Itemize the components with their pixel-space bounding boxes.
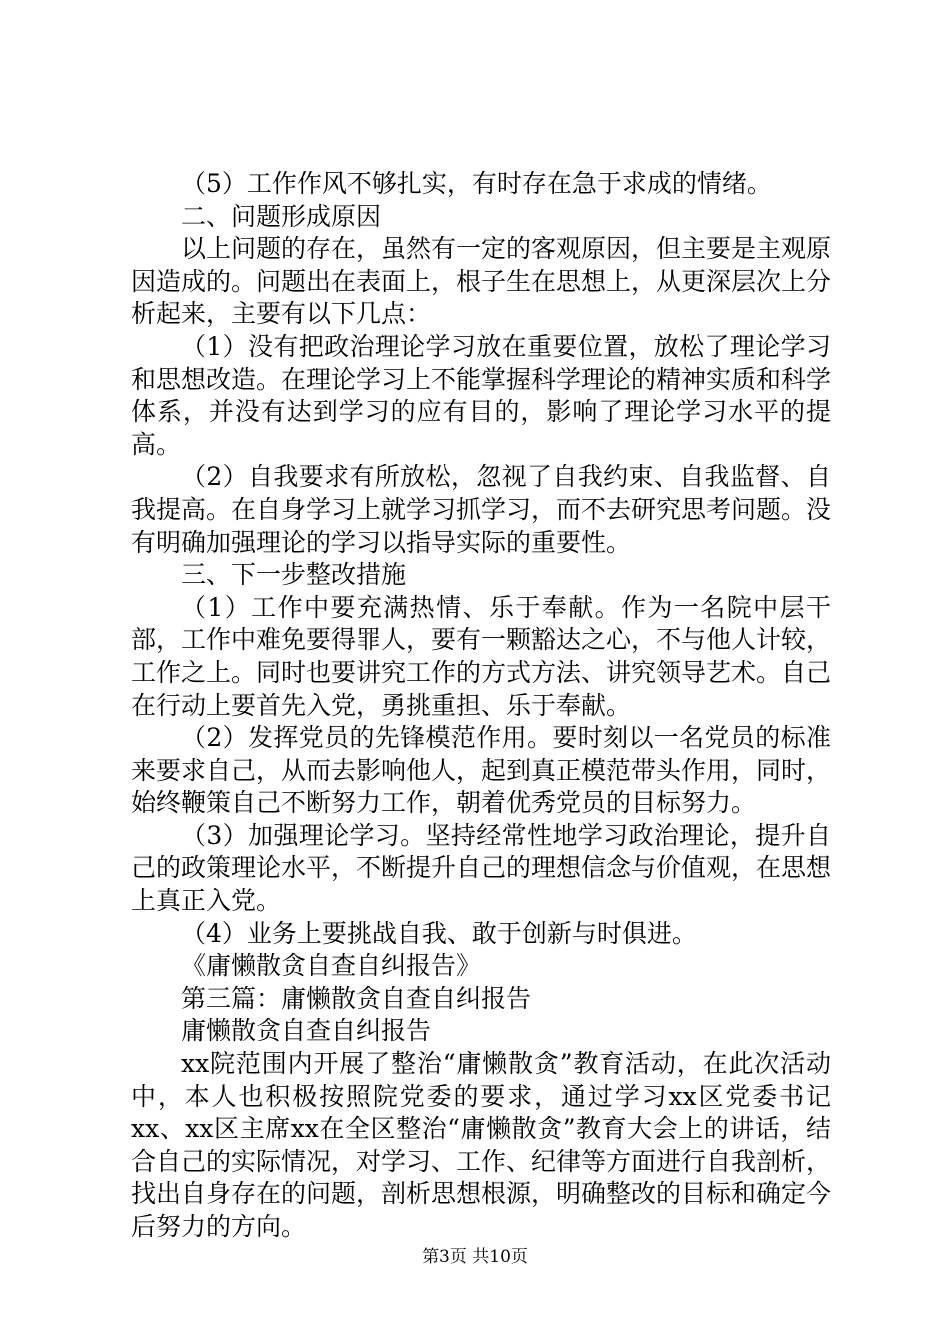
paragraph-measure-4: （4）业务上要挑战自我、敢于创新与时俱进。	[181, 918, 697, 948]
paragraph-item-5: （5）工作作风不够扎实，有时存在急于求成的情绪。	[181, 169, 772, 198]
chapter-title: 第三篇：庸懒散贪自查自纠报告	[181, 983, 532, 1013]
document-body	[131, 168, 831, 1244]
section-heading-causes: 二、问题形成原因	[181, 201, 382, 231]
paragraph-cause-2: （2）自我要求有所放松，忽视了自我约束、自我监督、自我提高。在自身学习上就学习抓学习，而不去研究思考问题。没有明确加强理论的学习以指导实际的重要性。	[131, 462, 832, 557]
paragraph-measure-1: （1）工作中要充满热情、乐于奉献。作为一名院中层干部，工作中难免要得罪人，要有一颗豁达之心，不与他人计较，工作之上。同时也要讲究工作的方式方法、讲究领导艺术。自己在行动上要首先入党，勇挑重担、乐于奉献。	[131, 592, 832, 720]
report-title-quoted: 《庸懒散贪自查自纠报告》	[181, 951, 482, 981]
paragraph-causes-intro: 以上问题的存在，虽然有一定的客观原因，但主要是主观原因造成的。问题出在表面上，根子生在思想上，从更深层次上分析起来，主要有以下几点：	[131, 234, 832, 329]
paragraph-measure-2: （2）发挥党员的先锋模范作用。要时刻以一名党员的标准来要求自己，从而去影响他人，起到真正模范带头作用，同时，始终鞭策自己不断努力工作，朝着优秀党员的目标努力。	[131, 723, 832, 818]
paragraph-measure-3: （3）加强理论学习。坚持经常性地学习政治理论，提升自己的政策理论水平，不断提升自己的理想信念与价值观，在思想上真正入党。	[131, 820, 832, 916]
paragraph-cause-1: （1）没有把政治理论学习放在重要位置，放松了理论学习和思想改造。在理论学习上不能掌握科学理论的精神实质和科学体系，并没有达到学习的应有目的，影响了理论学习水平的提高。	[131, 331, 832, 459]
section-heading-measures: 三、下一步整改措施	[181, 560, 407, 590]
report-title: 庸懒散贪自查自纠报告	[181, 1016, 432, 1046]
paragraph-report-body: xx院范围内开展了整治“庸懒散贪”教育活动，在此次活动中，本人也积极按照院党委的要求，通过学习xx区党委书记xx、xx区主席xx在全区整治“庸懒散贪”教育大会上的讲话，结合自己的实际情况，对学习、工作、纪律等方面进行自我剖析，找出自身存在的问题，剖析思想根源，明确整改的目标和确定今后努力的方向。	[131, 1049, 832, 1241]
page-number-footer: 第3页 共10页	[422, 1247, 528, 1267]
